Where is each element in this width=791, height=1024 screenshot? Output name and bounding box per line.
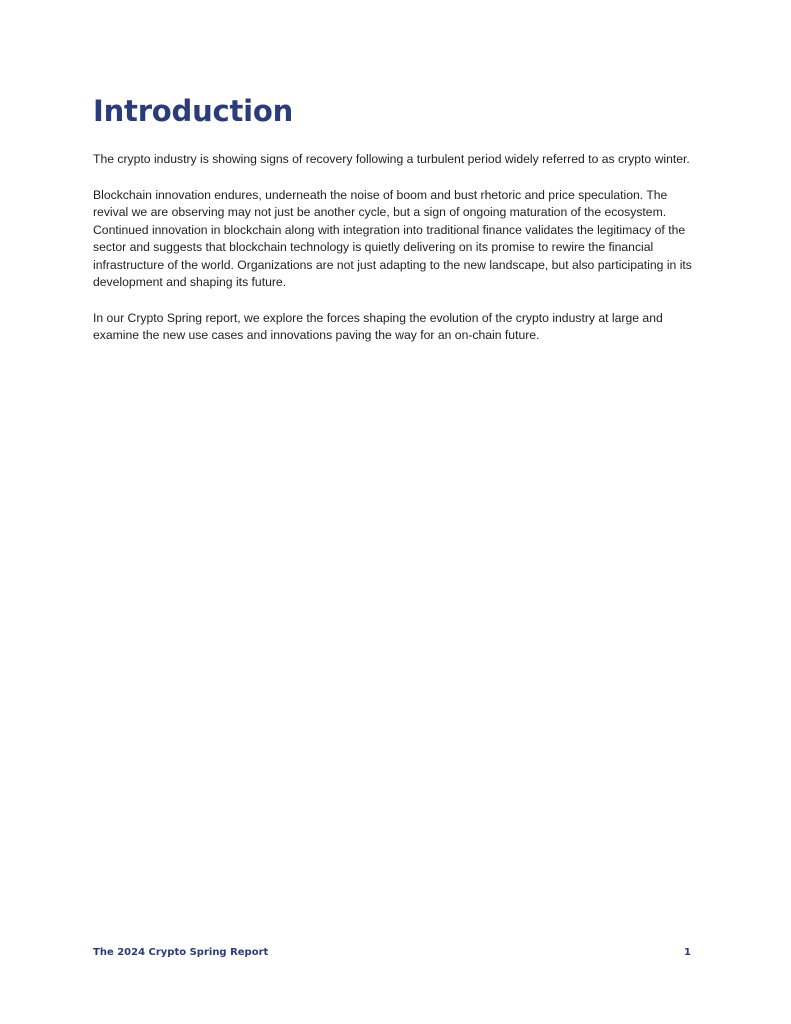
page-title: Introduction xyxy=(93,94,294,128)
intro-paragraph-3: In our Crypto Spring report, we explore the forces shaping the evolution of the crypto industry at large and examine the new use cases and innovations paving the way for an on-chain future. xyxy=(93,310,663,342)
footer-page-number: 1 xyxy=(684,946,691,958)
page-content xyxy=(93,92,699,363)
intro-paragraph-1: The crypto industry is showing signs of recovery following a turbulent period widely referred to as crypto winter. xyxy=(93,152,690,166)
footer-report-name: The 2024 Crypto Spring Report xyxy=(93,946,269,958)
intro-paragraph-2: Blockchain innovation endures, underneath the noise of boom and bust rhetoric and price speculation. The revival we are observing may not just be another cycle, but a sign of ongoing maturation of the ecosystem. Continued innovation in blockchain along with integration into traditional finance validates the legitimacy of the sector and suggests that blockchain technology is quietly delivering on its promise to rewire the financial infrastructure of the world. Organizations are not just adapting to the new landscape, but also participating in its development and shaping its future. xyxy=(93,187,692,289)
page-footer xyxy=(93,944,691,960)
